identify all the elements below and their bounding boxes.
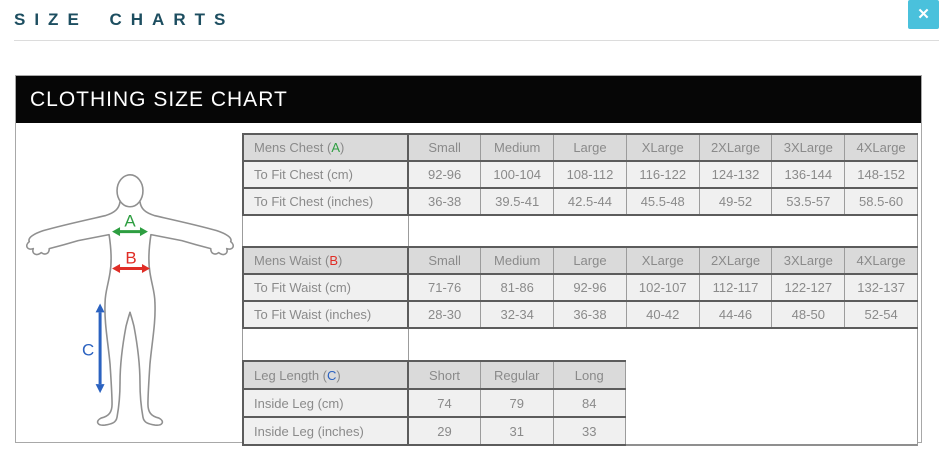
value-cell: 49-52 xyxy=(699,188,772,215)
column-header: Medium xyxy=(481,134,554,161)
measurement-marker-A: A xyxy=(331,140,340,155)
value-cell: 36-38 xyxy=(554,301,627,328)
value-cell: 124-132 xyxy=(699,161,772,188)
table-title-cell: Mens Waist (B) xyxy=(243,247,408,274)
waist-arrow xyxy=(112,249,150,273)
value-cell: 112-117 xyxy=(699,274,772,301)
data-row xyxy=(243,188,918,215)
body-diagram-svg xyxy=(16,123,242,444)
leg-label: C xyxy=(82,340,95,360)
chest-arrow xyxy=(112,212,148,236)
table-gap-segment xyxy=(243,216,409,246)
empty-region xyxy=(626,360,918,446)
size-tables xyxy=(242,133,918,446)
chest-label: A xyxy=(124,211,136,231)
value-cell: 92-96 xyxy=(554,274,627,301)
value-cell: 52-54 xyxy=(845,301,918,328)
column-header: XLarge xyxy=(626,247,699,274)
value-cell: 132-137 xyxy=(845,274,918,301)
table-title-cell: Leg Length (C) xyxy=(243,361,408,389)
value-cell: 45.5-48 xyxy=(626,188,699,215)
value-cell: 48-50 xyxy=(772,301,845,328)
data-row xyxy=(243,417,626,445)
column-header: Large xyxy=(554,134,627,161)
column-header: 2XLarge xyxy=(699,247,772,274)
value-cell: 148-152 xyxy=(845,161,918,188)
body-measurement-diagram xyxy=(16,123,242,444)
header-row xyxy=(243,134,918,161)
value-cell: 33 xyxy=(553,417,626,445)
value-cell: 71-76 xyxy=(408,274,481,301)
row-label-cell: To Fit Chest (cm) xyxy=(243,161,408,188)
waist-label: B xyxy=(125,248,137,268)
row-label-cell: To Fit Waist (cm) xyxy=(243,274,408,301)
row-label-cell: To Fit Waist (inches) xyxy=(243,301,408,328)
row-label-cell: Inside Leg (cm) xyxy=(243,389,408,417)
column-header: 4XLarge xyxy=(845,247,918,274)
value-cell: 92-96 xyxy=(408,161,481,188)
panel-header xyxy=(16,76,921,123)
value-cell: 28-30 xyxy=(408,301,481,328)
value-cell: 36-38 xyxy=(408,188,481,215)
title-divider xyxy=(14,40,939,41)
column-header: 3XLarge xyxy=(772,134,845,161)
value-cell: 31 xyxy=(481,417,554,445)
table-gap xyxy=(242,329,918,360)
value-cell: 84 xyxy=(553,389,626,417)
value-cell: 102-107 xyxy=(626,274,699,301)
value-cell: 29 xyxy=(408,417,481,445)
close-icon: ✕ xyxy=(917,5,930,23)
value-cell: 53.5-57 xyxy=(772,188,845,215)
data-row xyxy=(243,389,626,417)
column-header: Short xyxy=(408,361,481,389)
value-cell: 122-127 xyxy=(772,274,845,301)
column-header: 2XLarge xyxy=(699,134,772,161)
value-cell: 40-42 xyxy=(626,301,699,328)
value-cell: 81-86 xyxy=(481,274,554,301)
value-cell: 79 xyxy=(481,389,554,417)
leg-arrow xyxy=(82,303,105,393)
value-cell: 100-104 xyxy=(481,161,554,188)
close-button[interactable] xyxy=(908,0,939,29)
size-table-mens-chest xyxy=(242,133,918,216)
value-cell: 58.5-60 xyxy=(845,188,918,215)
value-cell: 116-122 xyxy=(626,161,699,188)
size-table-leg-length xyxy=(242,360,626,446)
panel-header-title: CLOTHING SIZE CHART xyxy=(30,87,288,111)
value-cell: 39.5-41 xyxy=(481,188,554,215)
table-gap xyxy=(242,216,918,246)
clothing-size-chart-panel xyxy=(15,75,922,443)
page-title: SIZE CHARTS xyxy=(14,10,235,29)
value-cell: 74 xyxy=(408,389,481,417)
column-header: Regular xyxy=(481,361,554,389)
column-header: 3XLarge xyxy=(772,247,845,274)
value-cell: 44-46 xyxy=(699,301,772,328)
row-label-cell: Inside Leg (inches) xyxy=(243,417,408,445)
data-row xyxy=(243,274,918,301)
column-header: Small xyxy=(408,247,481,274)
measurement-marker-C: C xyxy=(327,367,337,383)
value-cell: 136-144 xyxy=(772,161,845,188)
leg-table-row xyxy=(242,360,918,446)
column-header: 4XLarge xyxy=(845,134,918,161)
data-row xyxy=(243,301,918,328)
value-cell: 108-112 xyxy=(554,161,627,188)
column-header: Large xyxy=(554,247,627,274)
header-row xyxy=(243,247,918,274)
column-header: Medium xyxy=(481,247,554,274)
size-table-mens-waist xyxy=(242,246,918,329)
data-row xyxy=(243,161,918,188)
column-header: XLarge xyxy=(626,134,699,161)
value-cell: 42.5-44 xyxy=(554,188,627,215)
table-title-cell: Mens Chest (A) xyxy=(243,134,408,161)
column-header: Small xyxy=(408,134,481,161)
measurement-marker-B: B xyxy=(329,253,339,268)
row-label-cell: To Fit Chest (inches) xyxy=(243,188,408,215)
value-cell: 32-34 xyxy=(481,301,554,328)
column-header: Long xyxy=(553,361,626,389)
table-gap-segment xyxy=(243,329,409,360)
header-row xyxy=(243,361,626,389)
